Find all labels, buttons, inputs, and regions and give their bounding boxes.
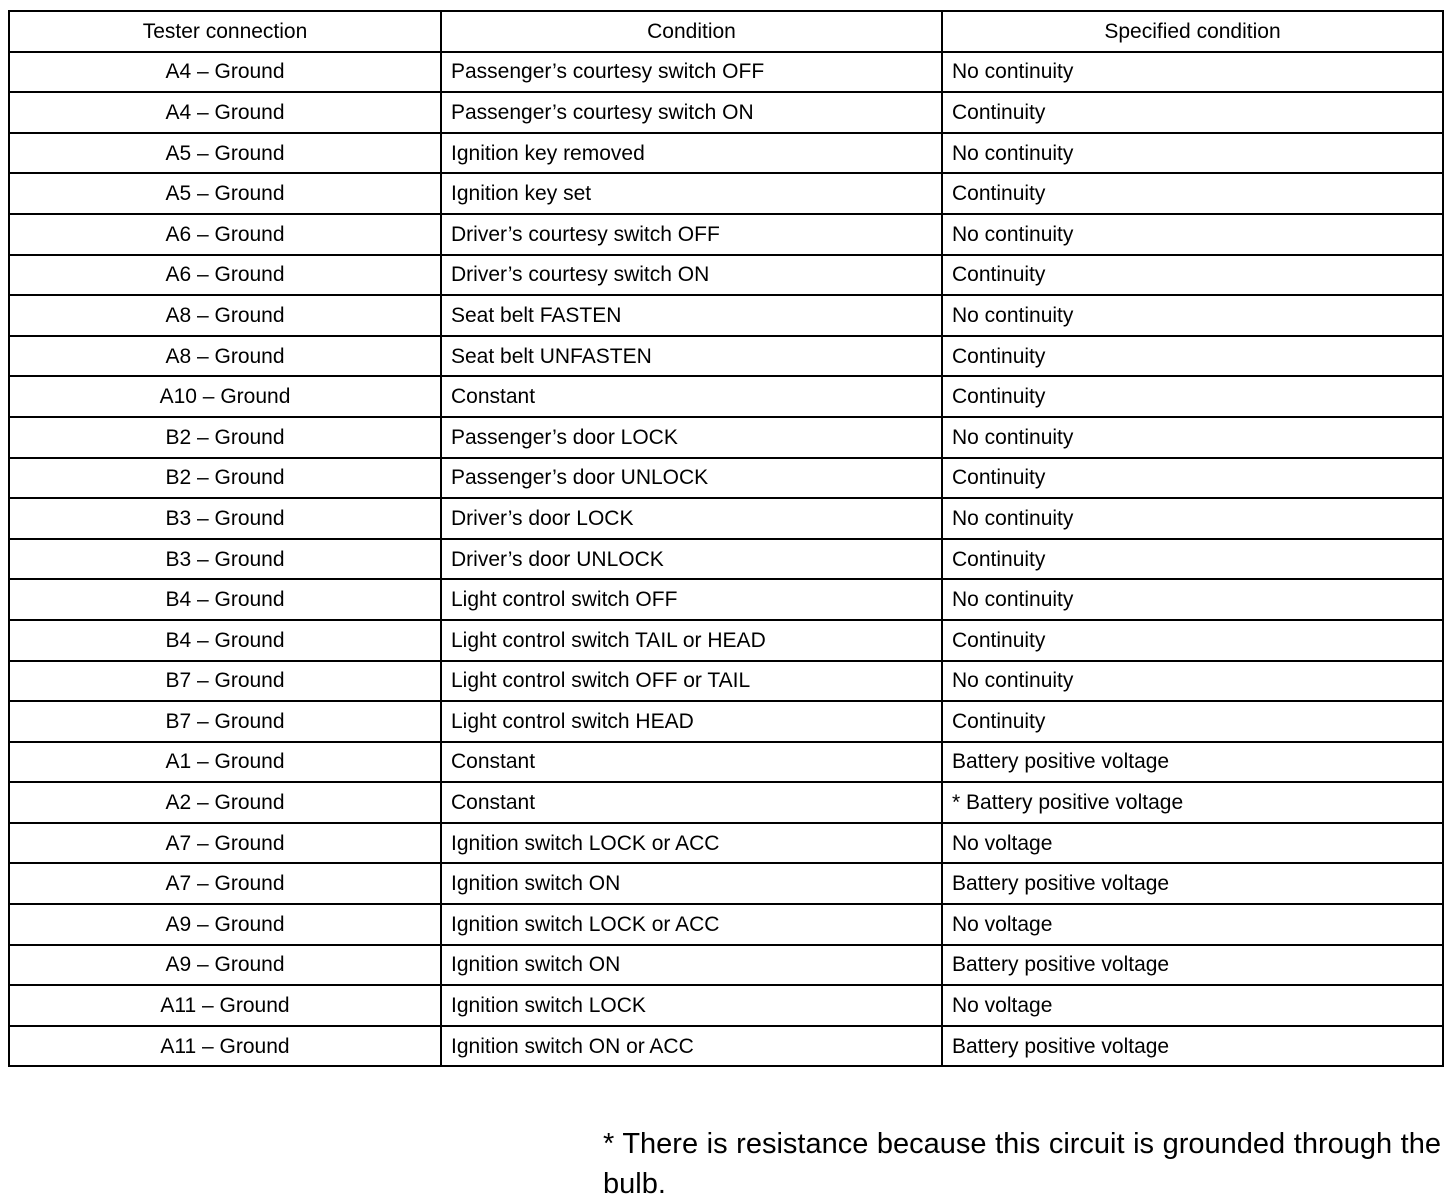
footnote: * There is resistance because this circuit is grounded through the bulb. — [603, 1128, 1441, 1200]
cell-condition: Seat belt UNFASTEN — [441, 336, 942, 377]
cell-tester-connection: B7 – Ground — [9, 701, 441, 742]
table-row — [9, 173, 1443, 214]
table-row — [9, 336, 1443, 377]
cell-tester-connection: A7 – Ground — [9, 863, 441, 904]
table-body — [9, 52, 1443, 1067]
cell-tester-connection: A6 – Ground — [9, 255, 441, 296]
cell-tester-connection: A7 – Ground — [9, 823, 441, 864]
table-row — [9, 701, 1443, 742]
cell-tester-connection: A8 – Ground — [9, 336, 441, 377]
cell-specified-condition: No continuity — [942, 661, 1443, 702]
cell-condition: Constant — [441, 782, 942, 823]
cell-tester-connection: A11 – Ground — [9, 985, 441, 1026]
cell-condition: Light control switch OFF — [441, 579, 942, 620]
table-row — [9, 863, 1443, 904]
cell-specified-condition: No continuity — [942, 214, 1443, 255]
table-row — [9, 985, 1443, 1026]
cell-specified-condition: No voltage — [942, 985, 1443, 1026]
header-tester-connection: Tester connection — [9, 11, 441, 52]
table-row — [9, 214, 1443, 255]
cell-tester-connection: A5 – Ground — [9, 133, 441, 174]
cell-specified-condition: No continuity — [942, 579, 1443, 620]
cell-condition: Driver’s door LOCK — [441, 498, 942, 539]
cell-condition: Passenger’s courtesy switch ON — [441, 92, 942, 133]
table-row — [9, 52, 1443, 93]
cell-tester-connection: A5 – Ground — [9, 173, 441, 214]
cell-condition: Ignition key removed — [441, 133, 942, 174]
table-row — [9, 417, 1443, 458]
cell-specified-condition: Continuity — [942, 539, 1443, 580]
cell-specified-condition: Continuity — [942, 620, 1443, 661]
cell-condition: Passenger’s courtesy switch OFF — [441, 52, 942, 93]
cell-condition: Driver’s courtesy switch OFF — [441, 214, 942, 255]
cell-condition: Driver’s door UNLOCK — [441, 539, 942, 580]
cell-specified-condition: No voltage — [942, 904, 1443, 945]
table-row — [9, 661, 1443, 702]
cell-tester-connection: A9 – Ground — [9, 945, 441, 986]
cell-tester-connection: B7 – Ground — [9, 661, 441, 702]
table-header-row — [9, 11, 1443, 52]
table-row — [9, 255, 1443, 296]
table-row — [9, 904, 1443, 945]
cell-specified-condition: No continuity — [942, 498, 1443, 539]
cell-condition: Constant — [441, 742, 942, 783]
cell-tester-connection: A4 – Ground — [9, 92, 441, 133]
cell-tester-connection: B4 – Ground — [9, 579, 441, 620]
cell-specified-condition: Continuity — [942, 173, 1443, 214]
table-row — [9, 823, 1443, 864]
cell-tester-connection: A10 – Ground — [9, 376, 441, 417]
cell-condition: Seat belt FASTEN — [441, 295, 942, 336]
cell-specified-condition: No continuity — [942, 52, 1443, 93]
header-specified-condition: Specified condition — [942, 11, 1443, 52]
cell-tester-connection: A11 – Ground — [9, 1026, 441, 1067]
table-row — [9, 133, 1443, 174]
table-row — [9, 458, 1443, 499]
cell-tester-connection: A6 – Ground — [9, 214, 441, 255]
cell-condition: Ignition switch ON or ACC — [441, 1026, 942, 1067]
cell-specified-condition: No voltage — [942, 823, 1443, 864]
cell-specified-condition: Battery positive voltage — [942, 945, 1443, 986]
table-row — [9, 1026, 1443, 1067]
table-row — [9, 620, 1443, 661]
cell-condition: Light control switch OFF or TAIL — [441, 661, 942, 702]
cell-tester-connection: A1 – Ground — [9, 742, 441, 783]
cell-tester-connection: A8 – Ground — [9, 295, 441, 336]
table-row — [9, 376, 1443, 417]
cell-tester-connection: A9 – Ground — [9, 904, 441, 945]
tester-connection-table — [8, 10, 1444, 1067]
cell-tester-connection: B3 – Ground — [9, 539, 441, 580]
cell-specified-condition: No continuity — [942, 417, 1443, 458]
cell-specified-condition: Continuity — [942, 458, 1443, 499]
cell-tester-connection: B3 – Ground — [9, 498, 441, 539]
cell-tester-connection: A2 – Ground — [9, 782, 441, 823]
cell-specified-condition: Battery positive voltage — [942, 863, 1443, 904]
cell-condition: Passenger’s door LOCK — [441, 417, 942, 458]
cell-specified-condition: Continuity — [942, 701, 1443, 742]
cell-specified-condition: Battery positive voltage — [942, 742, 1443, 783]
table-row — [9, 945, 1443, 986]
cell-specified-condition: Continuity — [942, 255, 1443, 296]
cell-specified-condition: No continuity — [942, 295, 1443, 336]
cell-condition: Ignition switch LOCK or ACC — [441, 904, 942, 945]
table-row — [9, 782, 1443, 823]
cell-specified-condition: * Battery positive voltage — [942, 782, 1443, 823]
cell-condition: Ignition switch ON — [441, 863, 942, 904]
cell-tester-connection: B2 – Ground — [9, 458, 441, 499]
header-condition: Condition — [441, 11, 942, 52]
table-row — [9, 92, 1443, 133]
table-row — [9, 498, 1443, 539]
cell-condition: Ignition key set — [441, 173, 942, 214]
cell-specified-condition: Continuity — [942, 376, 1443, 417]
cell-specified-condition: Continuity — [942, 336, 1443, 377]
cell-condition: Driver’s courtesy switch ON — [441, 255, 942, 296]
cell-specified-condition: Continuity — [942, 92, 1443, 133]
cell-specified-condition: No continuity — [942, 133, 1443, 174]
cell-specified-condition: Battery positive voltage — [942, 1026, 1443, 1067]
cell-condition: Ignition switch ON — [441, 945, 942, 986]
cell-condition: Ignition switch LOCK — [441, 985, 942, 1026]
cell-condition: Passenger’s door UNLOCK — [441, 458, 942, 499]
cell-tester-connection: A4 – Ground — [9, 52, 441, 93]
table-row — [9, 742, 1443, 783]
cell-tester-connection: B2 – Ground — [9, 417, 441, 458]
table-row — [9, 295, 1443, 336]
cell-tester-connection: B4 – Ground — [9, 620, 441, 661]
cell-condition: Constant — [441, 376, 942, 417]
cell-condition: Ignition switch LOCK or ACC — [441, 823, 942, 864]
cell-condition: Light control switch TAIL or HEAD — [441, 620, 942, 661]
table-row — [9, 539, 1443, 580]
table-row — [9, 579, 1443, 620]
cell-condition: Light control switch HEAD — [441, 701, 942, 742]
